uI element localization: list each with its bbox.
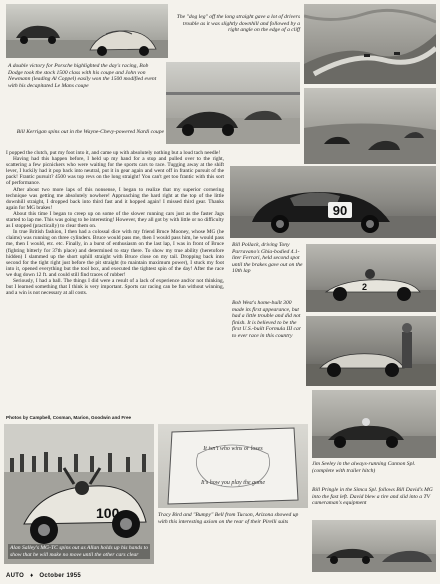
footer-separator: ♦ bbox=[30, 573, 34, 579]
caption-tracy-bird: Tracy Bird and "Bumpy" Bell from Tucson, Arizona showed up with this interesting axiom on the rear of their Pirelli suits bbox=[158, 512, 299, 525]
paragraph: In true British fashion, I then had a colossal dice with my friend Bruce Mooney, whose MG (he claims) was running on three cylinders. Bruce would pass me, then I would pass him, he would pass me, then I would, etc. etc. Finally, in a burst of enthusiasm on the last lap, I was in front of Bruce (fighting bitterly for 37th place) and determined to stay there. To show my true ability (heretofore hidden) I slammed up the short uphill straight with Bruce close on my tail. Dropping back into second for the tight right just before the pit straight (to maintain maximum power), I stuck my foot into it, opened everything but the tool box, and executed the tightest spin of the day! After the race we dug down 12 ft. and could still find traces of rubber! bbox=[6, 229, 224, 278]
car-number-mgtc: 100 bbox=[96, 505, 120, 521]
photo-pringle-simca bbox=[312, 520, 436, 572]
car-number-formula3: 2 bbox=[362, 282, 368, 292]
caption-porsche-victory: A double victory for Porsche highlighted the day's racing, Bob Dodge took the stock 1500 class with his coupe and John von Newmann (leading Al Coppel) easily won the 1500 modified event with his decapitated Le Mans coupe bbox=[8, 63, 157, 89]
footer-issue: October 1955 bbox=[39, 573, 82, 579]
paragraph: After about two more laps of this nonsense, I began to realize that my superior cornering technique was getting me absolutely nowhere! Approaching the hard right at the top of the little downhill straight, I dropped back into third fast and it hopped again! I missed third gear. Thanks again for MG brakes! bbox=[6, 186, 224, 211]
caption-dog-leg: The "dog leg" off the long straight gave a lot of drivers trouble as it was slightly downhill and followed by a right angle on the edge of a cliff bbox=[176, 14, 300, 34]
caption-pringle-simca: Bill Pringle in the Simca Spl. follows Bill David's MG into the fast left. David blew a tire and slid into a TV cameraman's equipment bbox=[312, 487, 433, 507]
caption-west-formula3: Bob West's home-built 300 made its first appearance, but had a little trouble and did not finish. It is believed to be the first U.S.-built Formula III car to ever race in this country bbox=[232, 300, 301, 339]
sign-text-line2: It's how you play the game bbox=[200, 480, 266, 486]
paragraph: Seriously, I had a ball. The things I did were a result of a lack of experience and/or not thinking, but I learned something that I think is very important. Sports car racing can be fun without winning, and a win is not necessary at all costs. bbox=[6, 277, 224, 297]
paragraph: Having had this happen before, I held up my hand for a stop and pulled over to the right, scattering a few picnickers who were waiting for the sports cars to race. Tugging away at the shift lever, I luckily had it pop back into neutral, put it in gear again and went off in frantic pursuit of the pack! Frantic pursuit? 4500 was top revs on the long straight! You can't get too frantic with this sort of performance. bbox=[6, 156, 224, 187]
caption-kerrigan-spin: Bill Kerrigan spins out in the Wayne-Chevy-powered Nardi coupe bbox=[16, 129, 164, 135]
paragraph: About this time I began to creep up on some of the slower running cars just as the faster Jags started to lap me. This was going to be interesting! However, they all got by with little or no difficulty as I stopped (practically) to clear them on. bbox=[6, 211, 224, 230]
photo-kerrigan-spin bbox=[166, 62, 300, 144]
photo-west-pit bbox=[306, 316, 436, 386]
photo-west-formula3 bbox=[306, 244, 436, 312]
caption-pollack-ferrari: Bill Pollack, driving Tony Parravano's Ghia-bodied 4.1-liter Ferrari, held second spot until the brakes gave out on the 10th lap bbox=[232, 242, 303, 275]
photo-track-cars bbox=[304, 88, 436, 164]
photo-credit: Photos by Campbell, Cosman, Marion, Goodwin and Free bbox=[6, 415, 132, 420]
footer-magazine: AUTO bbox=[6, 573, 25, 579]
sign-text-line1: It isn't who wins or loses bbox=[203, 446, 263, 452]
paragraph: I popped the clutch, put my foot into it, and came up with absolutely nothing but a loud tach needle! bbox=[6, 150, 221, 156]
photo-pollack-ferrari bbox=[230, 166, 436, 238]
article-body bbox=[6, 150, 224, 296]
car-number-ferrari: 90 bbox=[332, 203, 348, 218]
caption-seeley-cannon: Jim Seeley in the always-running Cannon Spl. (complete with trailer hitch) bbox=[312, 461, 416, 474]
caption-salley-mgtc: Alan Salley's MG-TC spins out as Allan holds up his hands to show that he will make no move until the other cars clear bbox=[10, 545, 148, 558]
photo-seeley-cannon bbox=[312, 390, 436, 458]
page-footer bbox=[6, 573, 85, 579]
photo-porsche-coupes bbox=[6, 4, 168, 58]
photo-dog-leg-aerial bbox=[304, 4, 436, 84]
photo-salley-mgtc bbox=[4, 424, 154, 564]
photo-tracy-sign bbox=[158, 424, 308, 508]
